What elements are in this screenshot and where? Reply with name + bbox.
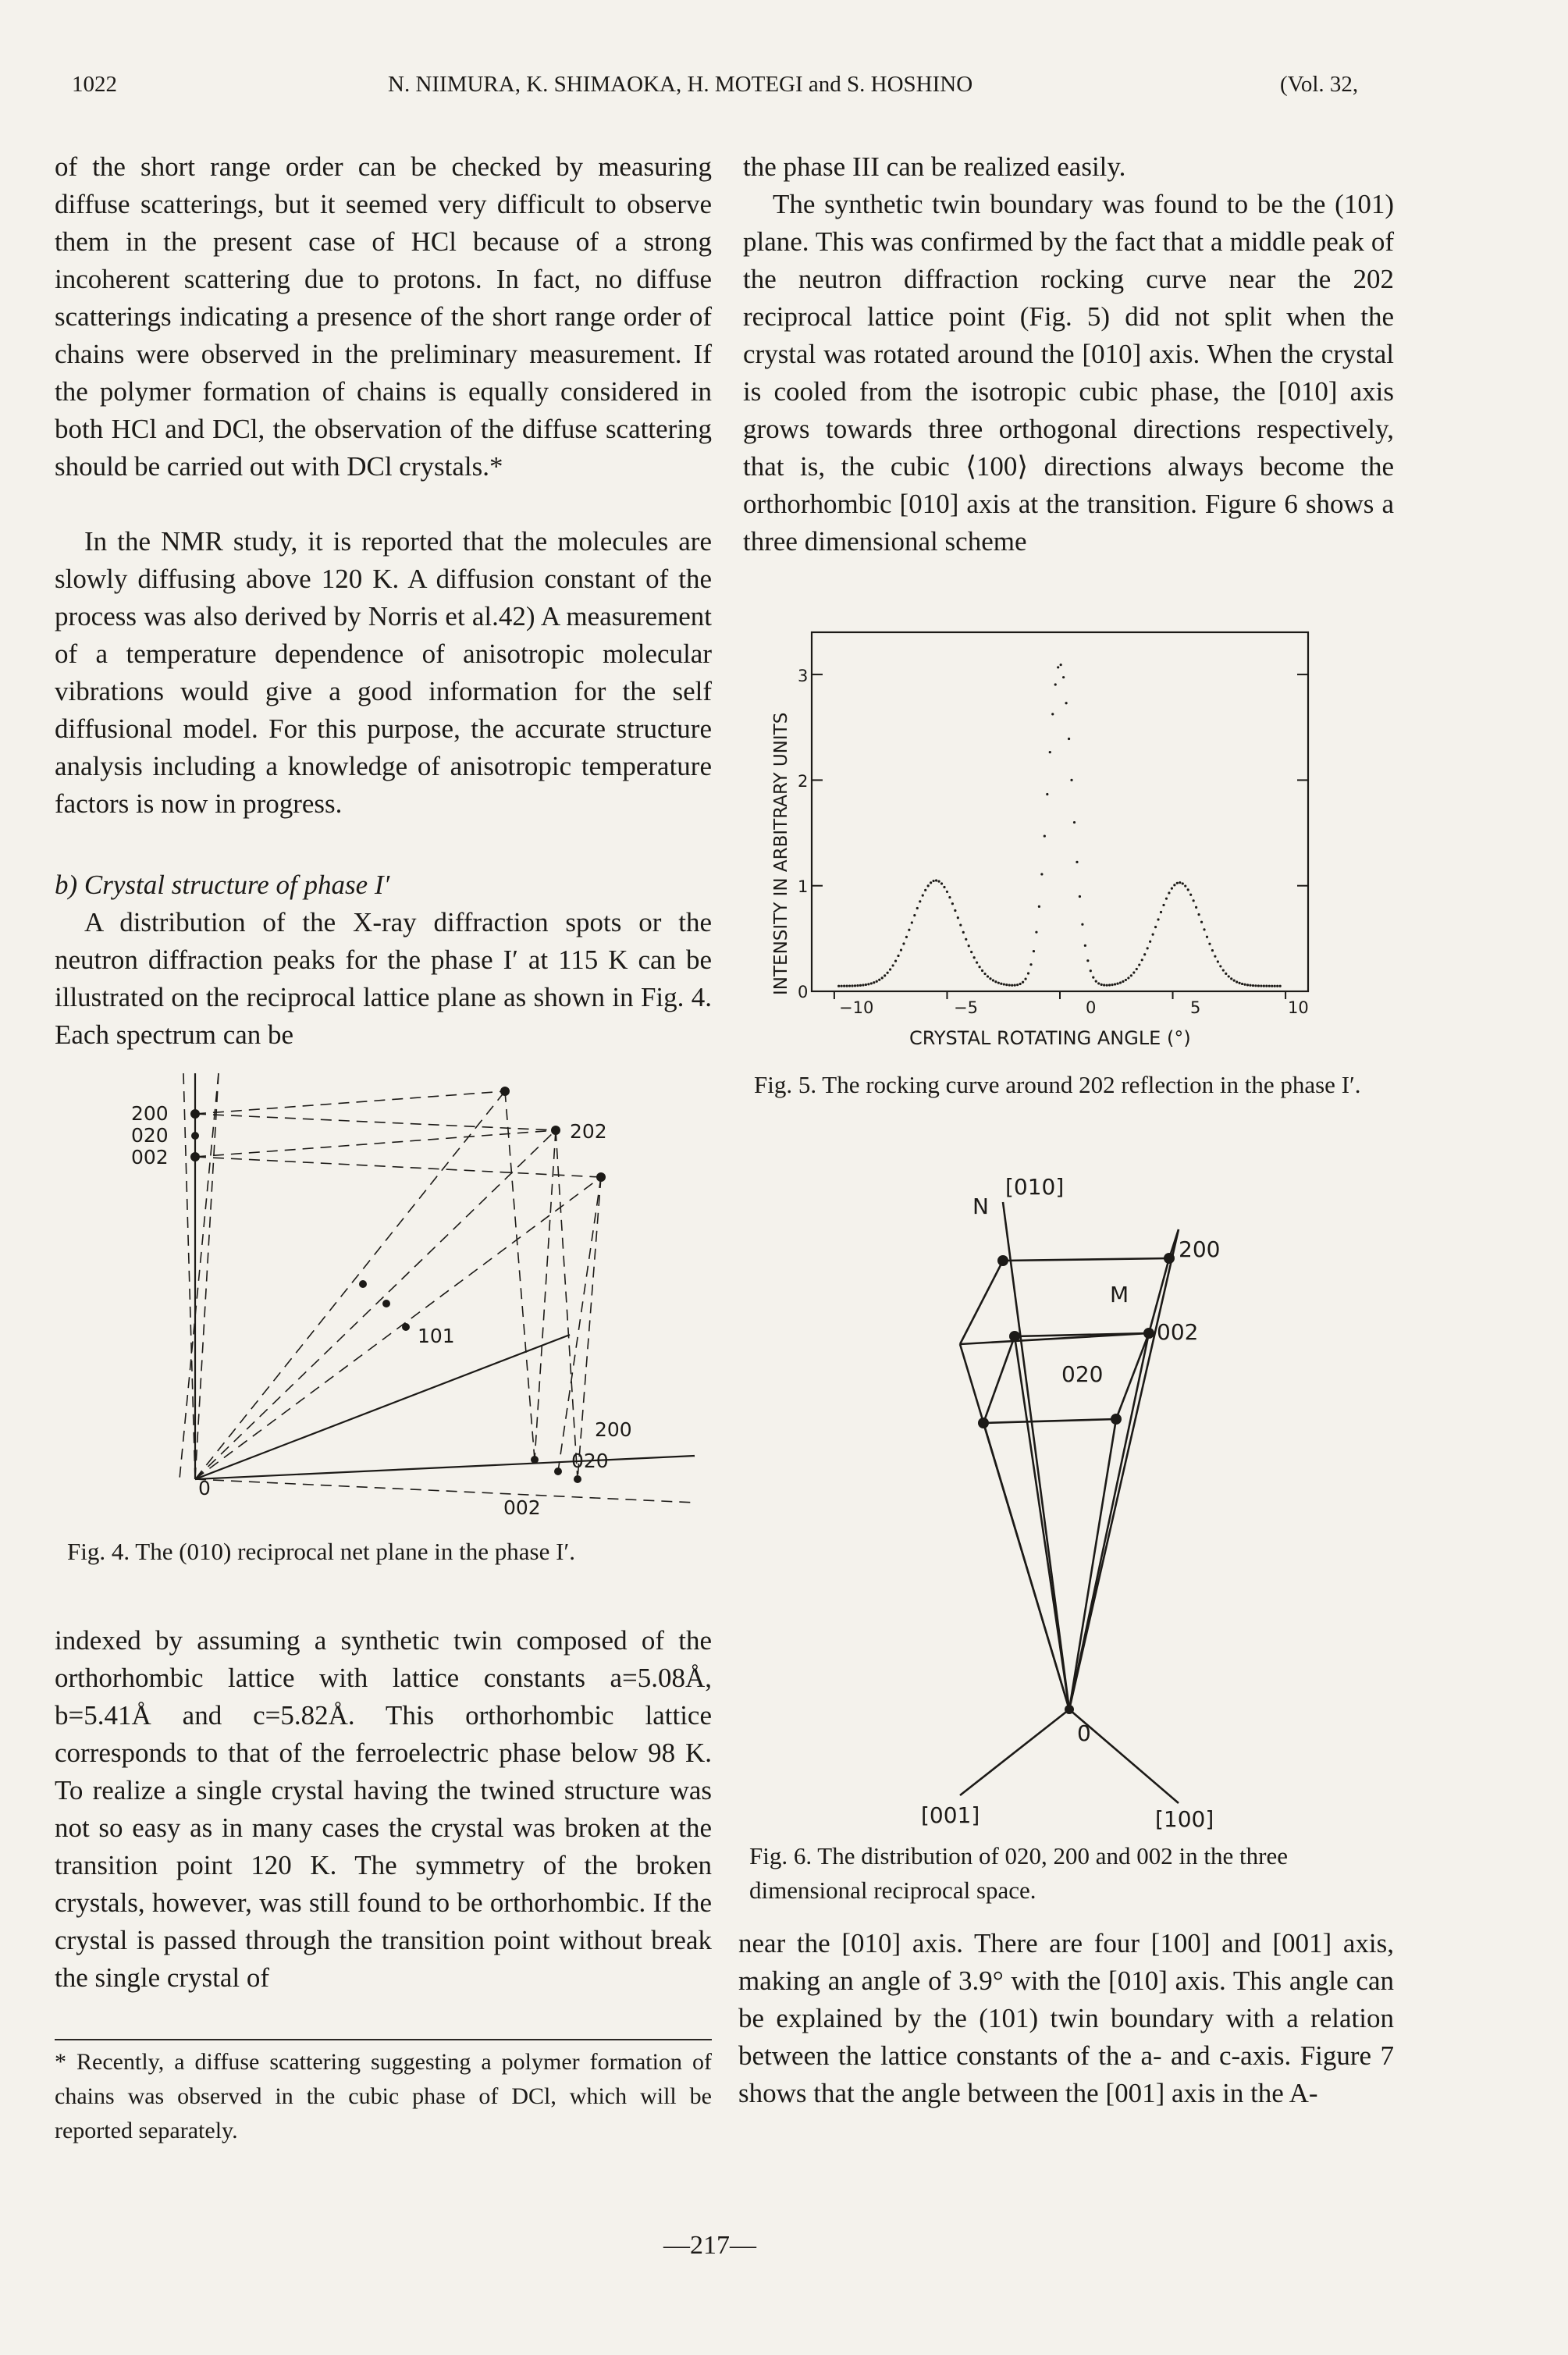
fig5-ylabel: INTENSITY IN ARBITRARY UNITS [771, 712, 791, 995]
section-title: Crystal structure of phase I′ [84, 870, 390, 900]
fig5-data-point [891, 964, 894, 966]
fig5-data-point [1162, 904, 1164, 906]
fig5-data-point [865, 984, 867, 986]
fig5-data-point [1214, 955, 1216, 958]
fig5-data-point [1147, 947, 1149, 949]
right-paragraph-2 [743, 186, 1394, 560]
fig5-data-point [1127, 977, 1129, 979]
fig5-data-point [994, 980, 997, 983]
fig5-data-point [959, 923, 962, 926]
fig5-data-point [1008, 984, 1011, 986]
fig6-label-020: 020 [1061, 1361, 1104, 1387]
fig5-data-point [905, 936, 908, 938]
fig5-data-point [845, 985, 848, 987]
fig6-label-200: 200 [1179, 1236, 1221, 1262]
fig5-data-point [1024, 977, 1026, 980]
left-paragraph-3-text: A distribution of the X-ray diffraction spots or the neutron diffraction peaks for the phase I′ at 115 K can be illustrated on the reciprocal lattice plane as shown in Fig. 4. Each spectrum can be [55, 907, 712, 1050]
fig5-data-point [983, 973, 986, 975]
left-paragraph-1: of the short range order can be checked by measuring diffuse scatterings, but it seemed very difficult to observe them in the present case of HCl because of a strong incoherent scattering due to protons. In fact, no diffuse scatterings indicating a presence of the short range order of chains were observed in the preliminary measurement. If the polymer formation of chains is equally considered in both HCl and DCl, the observation of the diffuse scattering should be carried out with DCl crystals.* [55, 151, 712, 482]
fig5-data-point [1200, 921, 1203, 923]
fig5-data-point [889, 968, 891, 970]
fig5-data-point [887, 972, 889, 974]
fig5-data-point [1243, 984, 1246, 986]
fig5-data-point [927, 884, 930, 887]
fig5-data-point [1027, 972, 1029, 974]
fig5-data-point [881, 977, 884, 979]
fig5-data-point [1095, 980, 1097, 982]
fig5-data-point [1003, 983, 1005, 985]
fig5-data-point [873, 981, 875, 984]
fig5-data-point [1276, 985, 1278, 987]
fig5-data-point [1228, 975, 1230, 977]
fig5-data-point [1014, 984, 1016, 987]
fig5-data-point [1049, 751, 1051, 753]
fig5-data-point [1252, 984, 1254, 987]
fig5-data-point [973, 956, 976, 959]
footer-page-number: —217— [663, 2231, 756, 2260]
fig5-data-point [987, 975, 989, 977]
fig5-data-point [1187, 888, 1189, 891]
fig4-point-a [359, 1280, 367, 1288]
fig4-label-200: 200 [131, 1102, 169, 1125]
fig4-diagonal-101 [195, 1335, 570, 1479]
fig5-data-point [884, 974, 886, 977]
fig5-data-point [894, 959, 897, 962]
fig5-data-point [1116, 983, 1118, 985]
fig5-data-point [854, 984, 856, 987]
fig5-data-point [992, 979, 994, 981]
fig5-data-point [940, 882, 943, 884]
fig5-data-point [862, 984, 864, 986]
fig5-data-point [1103, 984, 1105, 986]
fig5-data-point [1005, 984, 1008, 986]
fig5-data-point [1143, 953, 1146, 955]
fig5-data-point [1208, 943, 1211, 945]
fig5-data-point [1000, 983, 1002, 985]
fig4-label-origin: 0 [198, 1477, 211, 1499]
fig5-data-point [1106, 984, 1108, 987]
fig5-data-point [1225, 973, 1227, 975]
fig5-data-point [1033, 950, 1035, 952]
fig5-data-point [997, 982, 1000, 984]
fig6-label-100: [100] [1155, 1806, 1214, 1832]
fig5-data-point [859, 984, 862, 987]
fig5-data-point [933, 880, 935, 882]
fig5-xtick-m5: −5 [954, 998, 978, 1017]
fig5-data-point [1068, 738, 1070, 740]
fig5-plot-frame [812, 632, 1308, 991]
fig5-data-point [1122, 980, 1124, 983]
fig5-data-point [1189, 894, 1192, 896]
fig6-label-m: M [1110, 1282, 1129, 1307]
fig5-caption: Fig. 5. The rocking curve around 202 reflection in the phase I′. [754, 1071, 1361, 1098]
fig4-label-b002: 002 [503, 1496, 541, 1519]
fig5-data-point [1197, 913, 1200, 916]
fig5-data-point [1149, 941, 1151, 943]
fig5-ytick-3: 3 [798, 667, 809, 685]
fig6-label-010: [010] [1005, 1174, 1065, 1200]
fig5-data-point [1241, 983, 1243, 985]
fig5-data-point [1246, 984, 1249, 986]
fig5-ytick-2: 2 [798, 772, 809, 791]
fig5-data-point [1168, 891, 1170, 894]
fig5-xtick-0: 0 [1086, 998, 1097, 1017]
fig5-data-point [837, 985, 840, 987]
fig5-data-point [968, 944, 970, 947]
fig5-data-point [1157, 918, 1159, 920]
fig5-data-point [989, 977, 991, 980]
fig4-point-101 [402, 1323, 410, 1331]
fig5-xtick-10: 10 [1288, 998, 1309, 1017]
fig5-data-point [1108, 984, 1111, 986]
fig4-point-002 [190, 1152, 200, 1161]
fig5-data-point [902, 942, 905, 944]
fig5-data-point [981, 969, 983, 972]
fig5-data-point [1076, 861, 1078, 863]
fig5-data-point [1065, 702, 1067, 704]
fig4-point-b200 [531, 1456, 539, 1464]
fig5-data-point [1236, 980, 1238, 983]
fig5-data-point [1125, 979, 1127, 981]
fig5-data-point [1254, 984, 1257, 987]
fig5-data-point [965, 938, 967, 941]
fig5-data-point [1044, 834, 1046, 837]
fig4-point-top [500, 1087, 510, 1096]
fig5-data-point [1279, 985, 1282, 987]
section-heading [55, 866, 712, 904]
fig5-data-point [1138, 963, 1140, 966]
fig5-data-point [1233, 980, 1236, 982]
fig4-label-002: 002 [131, 1146, 169, 1169]
fig5-data-point [1100, 984, 1103, 986]
fig5-data-point [876, 980, 878, 983]
fig6-point-200 [1164, 1253, 1175, 1264]
fig5-data-point [1257, 984, 1260, 987]
fig5-data-point [1038, 905, 1040, 908]
fig5-xtick-5: 5 [1190, 998, 1201, 1017]
fig5-data-point [841, 985, 843, 987]
fig5-data-point [1173, 884, 1175, 886]
fig5-data-point [1219, 965, 1221, 967]
fig5-data-point [1263, 985, 1265, 987]
fig5-data-point [1195, 906, 1197, 909]
fig5-xlabel: CRYSTAL ROTATING ANGLE (°) [909, 1027, 1191, 1049]
fig5-data-point [1060, 663, 1062, 666]
fig5-data-point [1022, 981, 1024, 984]
fig5-ytick-1: 1 [798, 877, 809, 896]
fig5-data-point [1179, 881, 1181, 884]
fig5-data-point [1193, 899, 1195, 902]
fig5-data-point [1084, 944, 1086, 947]
fig5-data-point [1016, 984, 1019, 986]
fig5-data-point [935, 879, 937, 881]
fig5-data-point [1184, 884, 1186, 887]
fig5-data-point [970, 951, 972, 953]
fig5-data-point [843, 985, 845, 987]
fig6-point-lower-right [1111, 1414, 1122, 1425]
fig5-data-point [1019, 983, 1022, 985]
fig5-data-point [1160, 911, 1162, 913]
fig5-data-point [1051, 713, 1054, 715]
fig5-data-point [878, 979, 880, 981]
right-paragraph-1: the phase III can be realized easily. [743, 151, 1126, 182]
fig6-edge-top [1003, 1258, 1169, 1261]
page-number: 1022 [72, 72, 117, 97]
fig5-data-point [1090, 969, 1092, 972]
fig5-data-point [1040, 873, 1043, 875]
fig5-data-point [1182, 882, 1184, 884]
fig4-horizontal-axis [195, 1456, 695, 1479]
footnote: * Recently, a diffuse scattering suggesting a polymer formation of chains was observed in the cubic phase of DCl, which will be reported separately. [55, 2049, 712, 2143]
left-paragraph-2 [55, 523, 712, 823]
fig5-data-point [943, 886, 945, 888]
fig5-data-point [1111, 984, 1113, 986]
fig5-data-point [1130, 974, 1132, 977]
fig5-data-point [1119, 981, 1122, 984]
fig6-label-001: [001] [921, 1802, 980, 1828]
figure-5-rocking-curve [749, 617, 1358, 1054]
fig5-data-point [1086, 959, 1089, 962]
fig5-data-point [1249, 984, 1251, 987]
fig5-data-point [900, 948, 902, 951]
fig5-data-point [1268, 985, 1271, 987]
fig5-data-point [930, 881, 932, 884]
fig4-label-020: 020 [131, 1124, 169, 1147]
fig6-label-002: 002 [1157, 1319, 1199, 1345]
fig5-data-point [1054, 683, 1057, 685]
fig5-data-point [851, 984, 853, 987]
fig5-data-point [1217, 960, 1219, 962]
fig5-data-point [1011, 984, 1013, 987]
fig5-data-point [1092, 976, 1094, 978]
fig5-data-point [957, 916, 959, 919]
fig5-data-point [1136, 968, 1138, 970]
volume-label: (Vol. 32, [1280, 72, 1359, 97]
left-paragraph-3 [55, 904, 712, 1054]
fig6-point-top-left [997, 1255, 1008, 1266]
right-paragraph-3: near the [010] axis. There are four [100] and [001] axis, making an angle of 3.9° with the [010] axis. This angle can be explained by the (101) twin boundary with a relation between the lattice constants of the a- and c-axis. Figure 7 shows that the angle between the [001] axis in the A- [738, 1928, 1394, 2108]
fig5-data-point [937, 880, 940, 883]
fig4-point-200 [190, 1109, 200, 1119]
fig5-data-point [1132, 971, 1135, 973]
section-label: b) [55, 870, 78, 900]
fig6-axis-010 [1003, 1202, 1069, 1709]
fig5-data-point [919, 900, 921, 902]
right-paragraph-2-text: The synthetic twin boundary was found to be the (101) plane. This was confirmed by the fact that a middle peak of the neutron diffraction rocking curve near the 202 reciprocal lattice point (Fig. 5) did not split when the crystal was rotated around the [010] axis. When the crystal is cooled from the isotropic cubic phase, the [010] axis grows towards three orthogonal directions respectively, that is, the cubic ⟨100⟩ directions always become the orthorhombic [010] axis at the transition. Figure 6 shows a three dimensional scheme [743, 189, 1394, 557]
fig5-data-point [924, 889, 926, 891]
fig5-data-point [1057, 666, 1059, 668]
fig5-data-point [1079, 895, 1081, 898]
fig5-data-point [954, 909, 956, 912]
fig5-data-point [1035, 931, 1037, 934]
fig5-data-point [1046, 793, 1048, 795]
fig5-data-point [1239, 982, 1241, 984]
fig5-data-point [870, 982, 873, 984]
fig6-point-lower-left [978, 1418, 989, 1428]
fig5-data-point [1062, 676, 1065, 678]
fig5-data-point [1260, 984, 1262, 987]
fig5-data-point [922, 894, 924, 896]
fig5-data-point [948, 896, 951, 898]
fig6-axis-001 [960, 1709, 1069, 1795]
fig5-data-point [897, 955, 899, 957]
figure-4-reciprocal-net [117, 1069, 710, 1522]
fig5-data-point [848, 984, 851, 987]
fig4-point-202 [551, 1126, 560, 1135]
fig6-caption: Fig. 6. The distribution of 020, 200 and 002 in the three dimensional reciprocal space. [749, 1842, 1288, 1904]
fig5-data-point [976, 962, 978, 964]
fig5-ytick-0: 0 [798, 983, 809, 1001]
fig4-label-101: 101 [418, 1325, 455, 1347]
fig5-data-point [1081, 923, 1083, 926]
fig5-data-point [951, 902, 954, 905]
figure-6-3d-reciprocal-space [898, 1171, 1335, 1842]
fig4-label-202: 202 [570, 1120, 607, 1143]
fig5-data-point [908, 929, 910, 931]
fig5-data-point [1171, 887, 1173, 889]
fig5-data-point [913, 914, 916, 916]
fig5-data-point [867, 983, 869, 985]
fig4-point-right [596, 1172, 606, 1182]
fig5-data-point [916, 907, 919, 909]
fig5-data-point [1230, 977, 1232, 980]
fig5-data-point [1154, 926, 1157, 928]
fig4-point-020 [191, 1132, 199, 1140]
fig6-point-020 [1009, 1331, 1020, 1342]
fig5-data-point [911, 921, 913, 923]
left-paragraph-4: indexed by assuming a synthetic twin composed of the orthorhombic lattice with lattice constants a=5.08Å, b=5.41Å and c=5.82Å. This orthorhombic lattice corresponds to that of the ferroelectric phase below 98 K. To realize a single crystal having the twined structure was not so easy as in many cases the crystal was broken at the transition point 120 K. The symmetry of the broken crystals, however, was still found to be orthorhombic. If the crystal is passed through the transition point without break the single crystal of [55, 1625, 712, 1993]
footnote-rule [55, 2039, 712, 2040]
fig5-data-point [1029, 963, 1032, 966]
fig6-point-002 [1143, 1328, 1154, 1339]
running-head-authors: N. NIIMURA, K. SHIMAOKA, H. MOTEGI and S. HOSHINO [388, 72, 973, 97]
fig5-data-point [1211, 949, 1214, 952]
left-paragraph-2-text: In the NMR study, it is reported that the molecules are slowly diffusing above 120 K. A diffusion constant of the process was also derived by Norris et al.42) A measurement of a temperature dependence of anisotropic molecular vibrations would give a good information for the self diffusional model. For this purpose, the accurate structure analysis including a knowledge of anisotropic temperature factors is now in progress. [55, 526, 712, 819]
fig4-caption: Fig. 4. The (010) reciprocal net plane in the phase I′. [67, 1538, 575, 1565]
fig5-data-point [1097, 982, 1100, 984]
fig5-data-point [946, 891, 948, 893]
fig5-data-point [1141, 959, 1143, 961]
fig5-xtick-m10: −10 [839, 998, 874, 1017]
fig5-data-point [1203, 928, 1205, 930]
fig5-data-point [1176, 882, 1179, 884]
fig5-data-point [1114, 983, 1116, 985]
fig5-data-point [1271, 985, 1273, 987]
fig5-data-point [856, 984, 859, 987]
fig4-label-b020: 020 [571, 1450, 609, 1472]
fig5-data-point [962, 931, 965, 934]
fig5-data-point [1274, 985, 1276, 987]
fig5-data-point [1222, 969, 1225, 971]
fig5-data-point [1152, 934, 1154, 936]
fig5-data-point [1070, 779, 1072, 781]
fig4-point-b002 [574, 1475, 581, 1483]
fig5-data-point [1073, 821, 1076, 824]
fig5-data-point [1165, 898, 1168, 900]
fig4-point-b020 [554, 1467, 562, 1475]
fig6-label-origin: 0 [1077, 1720, 1091, 1746]
fig4-point-b [382, 1300, 390, 1307]
fig5-data-point [1206, 936, 1208, 938]
fig5-data-point [1265, 985, 1268, 987]
fig4-label-b200: 200 [595, 1418, 632, 1441]
fig5-data-point [978, 966, 980, 968]
fig6-origin-point [1065, 1705, 1074, 1714]
fig6-label-n: N [972, 1194, 989, 1219]
